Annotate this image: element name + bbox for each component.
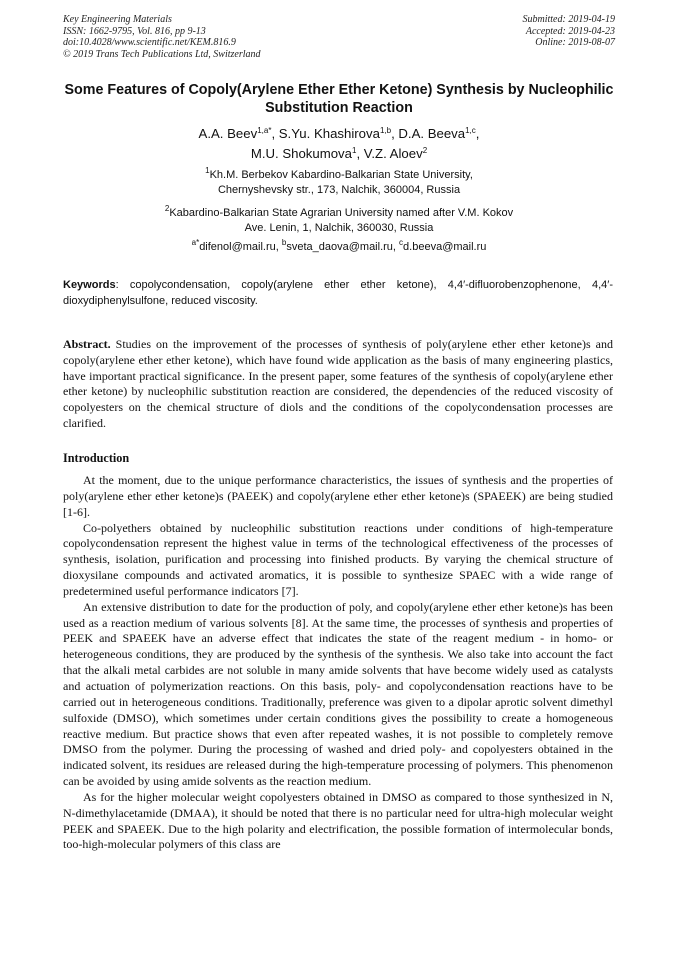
email-mark: c — [399, 238, 404, 247]
issn-line: ISSN: 1662-9795, Vol. 816, pp 9-13 — [63, 25, 206, 37]
author-name: V.Z. Aloev — [363, 145, 423, 161]
email-mark: b — [281, 238, 287, 247]
email-address[interactable]: sveta_daova@mail.ru — [286, 241, 393, 253]
author-name: S.Yu. Khashirova — [278, 126, 380, 141]
affiliation-2 — [60, 206, 618, 236]
author-name: D.A. Beeva — [398, 126, 466, 141]
affiliation-1 — [60, 168, 618, 198]
affiliation-line: Kabardino-Balkarian State Agrarian University named after V.M. Kokov — [169, 207, 514, 219]
online-date: Online: 2019-08-07 — [535, 37, 615, 48]
abstract-label: Abstract. — [63, 337, 111, 351]
copyright-line: © 2019 Trans Tech Publications Ltd, Switzerland — [63, 48, 261, 60]
abstract-section — [63, 337, 613, 432]
email-mark: a* — [191, 238, 200, 247]
introduction-body — [63, 473, 613, 853]
submitted-date: Submitted: 2019-04-19 — [522, 14, 615, 25]
journal-info — [63, 14, 261, 60]
abstract-text: Studies on the improvement of the processes of synthesis of poly(arylene ether ether ketone)s and copoly(arylene ether ether ketone), which have found wide application as the basis of many engineering plastics, have important practical significance. In the present paper, some features of the synthesis of copoly(arylene ether ether ketone) by nucleophilic substitution reaction are considered, the dependencies of the reduced viscosity of copolyesters on the chemical structure of diols and the conditions of the copolycondensation processes are clarified. — [63, 337, 614, 430]
journal-name: Key Engineering Materials — [63, 14, 172, 25]
body-paragraph: As for the higher molecular weight copolyesters obtained in DMSO as compared to those synthesized in N, N-dimethylacetamide (DMAA), it should be noted that there is no particular need for ultra-high molecular weight PEEK and SPAEEK. Due to the high polarity and electrification, the possible formation of intermolecular bonds, too-high-molecular polymers of this class are — [63, 789, 613, 852]
author-affiliation-mark: 1 — [352, 145, 357, 155]
affiliation-line: Chernyshevsky str., 173, Nalchik, 360004, Russia — [217, 184, 461, 196]
author-affiliation-mark: 1,c — [465, 126, 476, 135]
keywords-section: Keywords: copolycondensation, copoly(arylene ether ether ketone), 4,4′-difluorobenzophenone, 4,4′-dioxydiphenylsulfone, reduced viscosity. — [63, 279, 613, 307]
author-affiliation-mark: 1,b — [379, 126, 392, 135]
accepted-date: Accepted: 2019-04-23 — [525, 25, 615, 37]
body-paragraph: At the moment, due to the unique performance characteristics, the issues of synthesis and the properties of poly(arylene ether ether ketone)s (PAEEK) and copoly(arylene ether ether ketone)s (SPAEEK) are being studied [1-6]. — [63, 473, 613, 519]
publication-dates — [523, 14, 616, 49]
body-paragraph: An extensive distribution to date for the production of poly, and copoly(arylene ether ether ketone)s has been used as a reaction medium of various solvents [8]. At the same time, the processes of synthesis and properties of PEEK and SPAEEK have an adverse effect that indicates the state of the reagent medium - in homo- or heterogeneous conditions, they are produced by the synthesis of the synthesis. We also take into account the fact that the alkali metal carbides are not soluble in many amide solvents that have become widely used as catalysts and actuation of polymerization reactions. On this basis, poly- and copolycondensation reactions have to be carried out in heterogeneous conditions. Traditionally, preference was given to a dipolar aprotic solvent dimethyl sulfoxide (DMSO), which sometimes under certain conditions gives the possibility to create a homogeneous reactive medium. But practice shows that even after repeated washes, it is not possible to completely remove DMSO from the polymer. During the processing of washed and dried poly- and copolyesters obtained in the indicated solvent, its residues are released during the high-temperature processing of polymers. This phenomenon can be avoided by using amide solvents as the reaction medium. — [63, 599, 613, 789]
author-list: A.A. Beev$^{1,a*}$, S.Yu. Khashirova$^{1,b}$, D.A. Beeva$^{1,c}$, M.U. Shokumova$^1$, V.Z. Aloev$^2$ — [198, 126, 480, 161]
introduction-heading: Introduction — [63, 451, 130, 465]
keywords-label: Keywords — [63, 279, 116, 291]
email-list: $^{a*}$difenol@mail.ru, $^b$sveta_daova@mail.ru, $^c$d.beeva@mail.ru — [191, 238, 487, 253]
paper-title: Some Features of Copoly(Arylene Ether Ether Ketone) Synthesis by Nucleophilic Substitution Reaction — [64, 82, 614, 116]
affiliation-mark: 1 — [205, 166, 210, 175]
email-address[interactable]: difenol@mail.ru — [199, 241, 276, 253]
affiliation-line: Ave. Lenin, 1, Nalchik, 360030, Russia — [244, 222, 434, 234]
author-affiliation-mark: 2 — [422, 145, 428, 155]
author-affiliation-mark: 1,a* — [257, 126, 272, 135]
doi-line: doi:10.4028/www.scientific.net/KEM.816.9 — [63, 37, 236, 48]
keywords-text: copolycondensation, copoly(arylene ether ether ketone), 4,4′-difluorobenzophenone, 4,4′-dioxydiphenylsulfone, reduced viscosity. — [63, 279, 613, 307]
affiliation-line: Kh.M. Berbekov Kabardino-Balkarian State University, — [209, 169, 473, 181]
author-name: M.U. Shokumova — [250, 145, 352, 161]
body-paragraph: Co-polyethers obtained by nucleophilic substitution reactions under conditions of high-temperature copolycondensation represent the highest value in terms of the technological effectiveness of the processes of synthesis, isolation, purification and processing into finished products. By varying the chemical structure of dioxysilane compounds and activated aromatics, it is possible to synthesize SPAEC with a wide range of predetermined useful performance indicators [7]. — [63, 520, 613, 598]
affiliation-mark: 2 — [164, 204, 170, 213]
email-address[interactable]: d.beeva@mail.ru — [403, 241, 487, 253]
author-name: A.A. Beev — [198, 126, 258, 141]
